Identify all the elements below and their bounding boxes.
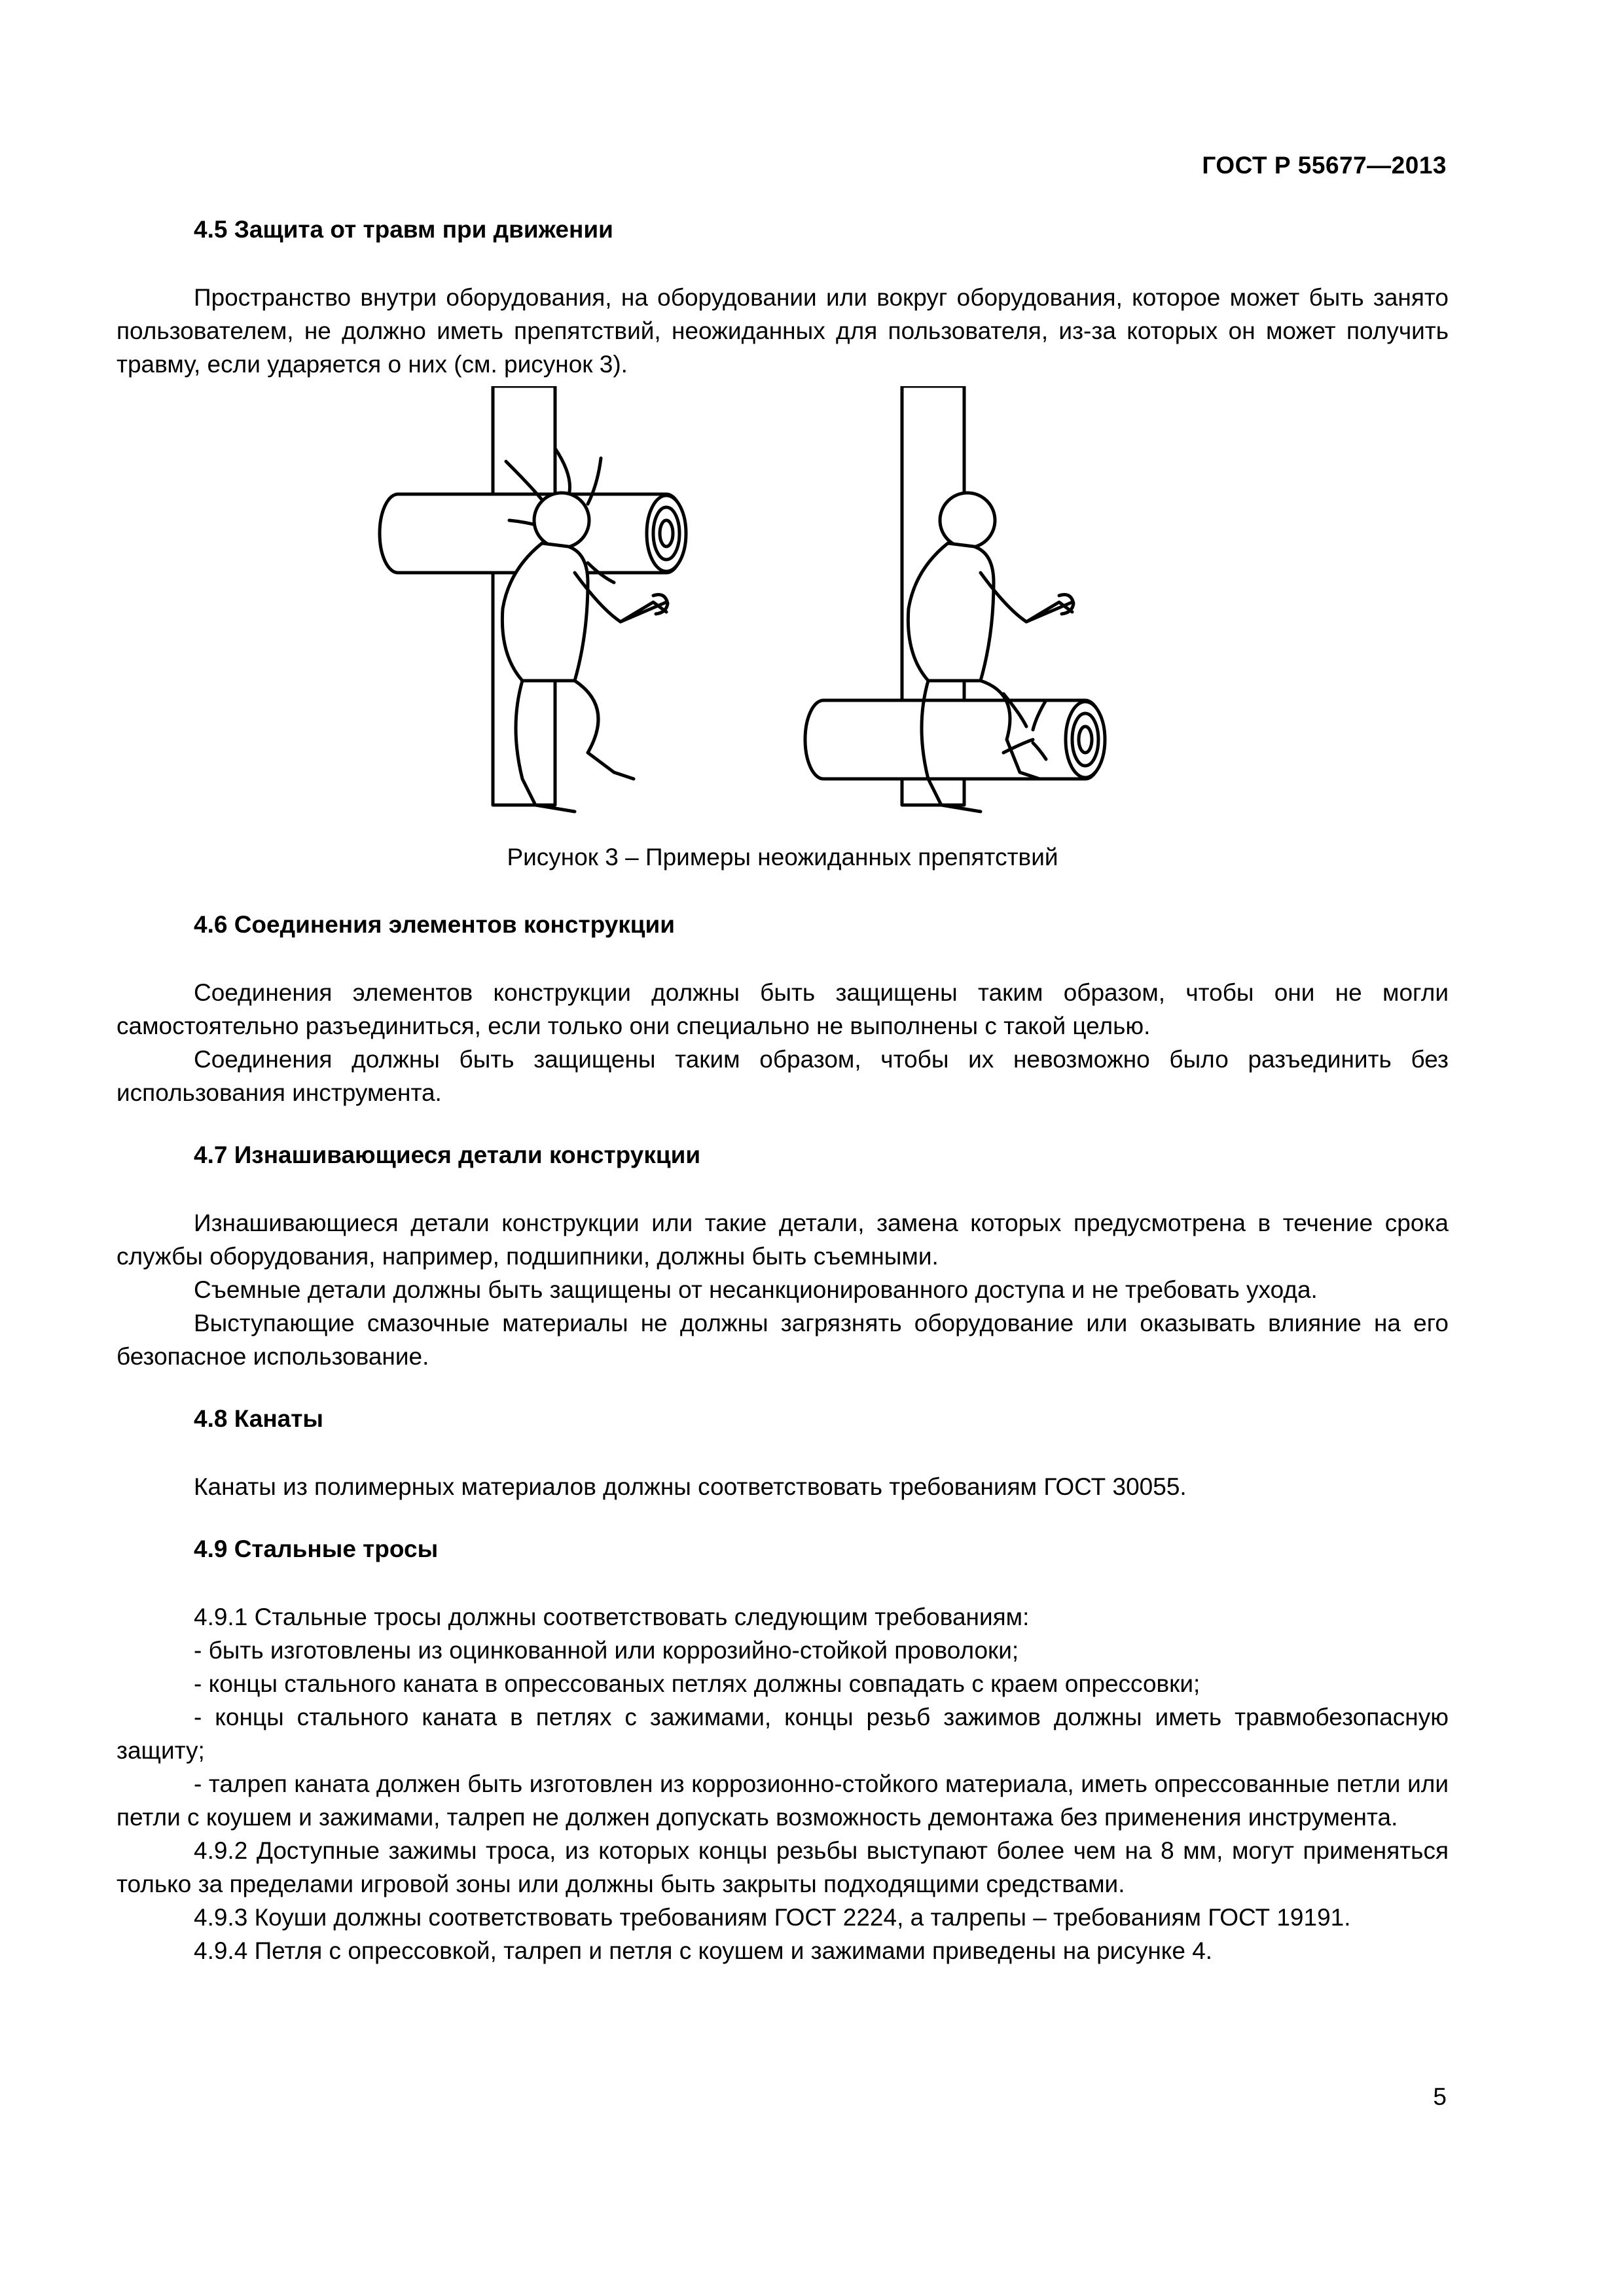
section-4-8: [117, 1402, 1449, 1503]
paragraph: 4.9.4 Петля с опрессовкой, талреп и петля с коушем и зажимами приведены на рисунке 4.: [194, 1937, 1213, 1964]
list-item: - концы стального каната в опрессованых петлях должны совпадать с краем опрессовки;: [194, 1670, 1200, 1697]
paragraph: Соединения элементов конструкции должны быть защищены таким образом, чтобы они не могли самостоятельно разъединиться, если только они специально не выполнены с такой целью.: [117, 979, 1449, 1039]
list-item: - быть изготовлены из оцинкованной или коррозийно-стойкой проволоки;: [194, 1637, 1019, 1664]
figure-caption: Рисунок 3 – Примеры неожиданных препятствий: [507, 844, 1058, 870]
section-heading: 4.6 Соединения элементов конструкции: [194, 911, 676, 938]
paragraph: Соединения должны быть защищены таким образом, чтобы их невозможно было разъединить без использования инструмента.: [117, 1046, 1449, 1106]
paragraph: Выступающие смазочные материалы не должны загрязнять оборудование или оказывать влияние на его безопасное использование.: [117, 1310, 1449, 1370]
paragraph: 4.9.2 Доступные зажимы троса, из которых концы резьбы выступают более чем на 8 мм, могут применяться только за пределами игровой зоны или должны быть закрыты подходящими средствами.: [117, 1837, 1449, 1897]
section-heading: 4.9 Стальные тросы: [194, 1535, 439, 1562]
paragraph: Изнашивающиеся детали конструкции или такие детали, замена которых предусмотрена в течение срока службы оборудования, например, подшипники, должны быть съемными.: [117, 1210, 1449, 1270]
section-4-9: [117, 1532, 1449, 1967]
figure-3-illustration: [117, 386, 1449, 838]
section-4-7: [117, 1138, 1449, 1373]
paragraph: Съемные детали должны быть защищены от несанкционированного доступа и не требовать ухода.: [194, 1276, 1318, 1303]
paragraph: 4.9.1 Стальные тросы должны соответствовать следующим требованиям:: [194, 1604, 1030, 1630]
figure-3: [117, 386, 1449, 838]
list-item: - талреп каната должен быть изготовлен из коррозионно-стойкого материала, иметь опрессованные петли или петли с коушем и зажимами, талреп не должен допускать возможность демонтажа без применения инструмента.: [117, 1770, 1449, 1831]
paragraph: 4.9.3 Коуши должны соответствовать требованиям ГОСТ 2224, а талрепы – требованиям ГОСТ 19191.: [194, 1904, 1351, 1931]
document-code: ГОСТ Р 55677—2013: [1202, 152, 1447, 179]
scene-head-collision: [380, 386, 686, 812]
section-4-5: [117, 213, 1449, 874]
section-heading: 4.8 Канаты: [194, 1405, 323, 1432]
scene-leg-collision: [805, 386, 1105, 812]
list-item: - концы стального каната в петлях с зажимами, концы резьб зажимов должны иметь травмобезопасную защиту;: [117, 1704, 1449, 1764]
section-heading: 4.7 Изнашивающиеся детали конструкции: [194, 1141, 701, 1168]
paragraph: Пространство внутри оборудования, на оборудовании или вокруг оборудования, которое может быть занято пользователем, не должно иметь препятствий, неожиданных для пользователя, из-за которых он может получить травму, если ударяется о них (см. рисунок 3).: [117, 284, 1449, 378]
paragraph: Канаты из полимерных материалов должны соответствовать требованиям ГОСТ 30055.: [194, 1473, 1187, 1500]
section-heading: 4.5 Защита от травм при движении: [194, 216, 613, 243]
section-4-6: [117, 908, 1449, 1109]
page-number: 5: [1433, 2083, 1447, 2110]
page-content: [117, 213, 1449, 1996]
